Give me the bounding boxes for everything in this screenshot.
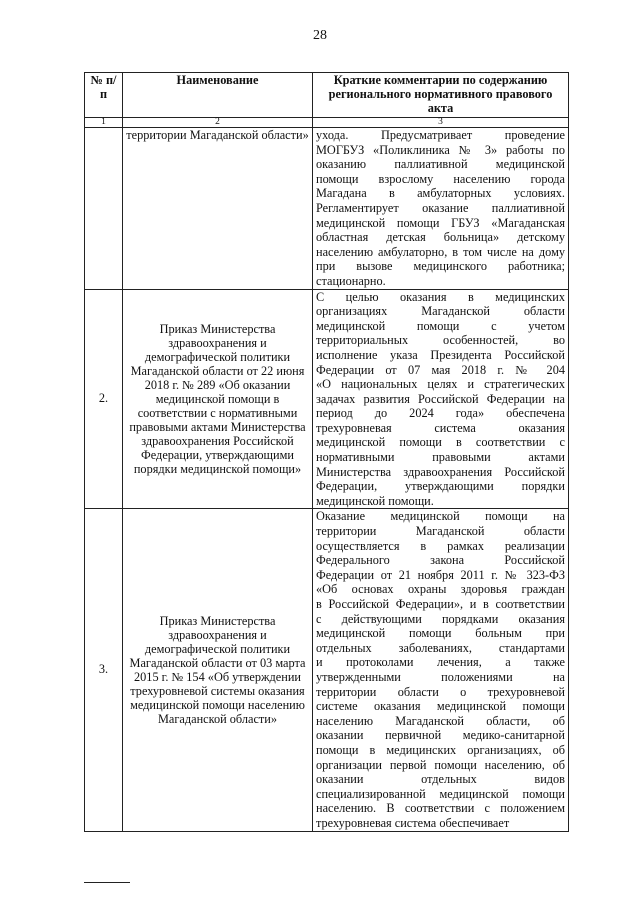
comment-line: трехуровневая система обеспечивает bbox=[316, 815, 510, 830]
row-number: 3. bbox=[85, 509, 123, 831]
comment-line: медицинской помощи больным при bbox=[316, 626, 565, 641]
header-name: Наименование bbox=[123, 73, 313, 118]
comment-line: помощи в медицинских организациях, об bbox=[316, 742, 565, 757]
column-index: 3 bbox=[313, 118, 569, 128]
comment-line: областная детская больница» детскому bbox=[316, 230, 565, 245]
comment-line: Федерации, утверждающими порядки bbox=[316, 479, 565, 494]
row-number bbox=[85, 128, 123, 290]
comment-line: специализированной медицинской помощи bbox=[316, 786, 565, 801]
act-comment bbox=[313, 128, 569, 290]
table-row bbox=[85, 509, 569, 831]
comment-line: населению Магаданской области, об bbox=[316, 713, 565, 728]
comment-line: оказании отдельных видов bbox=[316, 772, 565, 787]
comment-line: период до 2024 года» обеспечена bbox=[316, 406, 565, 421]
comment-line: помощи взрослому населению города bbox=[316, 171, 565, 186]
footnote-rule bbox=[84, 882, 130, 883]
comment-line: оказании первичной медико-санитарной bbox=[316, 728, 565, 743]
comment-line: населению. В соответствии с положением bbox=[316, 801, 565, 816]
comment-line: МОГБУЗ «Поликлиника № 3» работы по bbox=[316, 142, 565, 157]
comment-line: С целью оказания в медицинских bbox=[316, 289, 565, 304]
column-index: 1 bbox=[85, 118, 123, 128]
comment-line: оказанию паллиативной медицинской bbox=[316, 157, 565, 172]
header-comment: Краткие комментарии по содержанию регионального нормативного правового акта bbox=[313, 73, 569, 118]
comment-line: «Об основах охраны здоровья граждан bbox=[316, 582, 565, 597]
comment-line: населению амбулаторно, в том числе на дому bbox=[316, 244, 565, 259]
comment-line: стационарно. bbox=[316, 273, 386, 288]
comment-line: ухода. Предусматривает проведение bbox=[316, 128, 565, 142]
column-index: 2 bbox=[123, 118, 313, 128]
comment-line: нормативными правовыми актами bbox=[316, 450, 565, 465]
comment-line: медицинской помощи. bbox=[316, 493, 434, 508]
comment-line: трехуровневая система оказания bbox=[316, 420, 565, 435]
comment-line: исполнение указа Президента Российской bbox=[316, 347, 565, 362]
act-name: Приказ Министерства здравоохранения и демографической политики Магаданской области от 03 марта 2015 г. № 154 «Об утверждении трехуровневой системы оказания медицинской помощи населению Магаданской области» bbox=[123, 509, 313, 831]
comment-line: отдельных заболеваниях, стандартами bbox=[316, 640, 565, 655]
regulatory-acts-table bbox=[84, 72, 569, 832]
comment-line: системе оказания медицинской помощи bbox=[316, 699, 565, 714]
comment-line: «О национальных целях и стратегических bbox=[316, 377, 565, 392]
comment-line: медицинской помощи ГБУЗ «Магаданская bbox=[316, 215, 565, 230]
comment-line: территории области о трехуровневой bbox=[316, 684, 565, 699]
comment-line: задачах развития Российской Федерации на bbox=[316, 391, 565, 406]
comment-line: территориальных особенностей, во bbox=[316, 333, 565, 348]
comment-line: организации первой помощи населению, об bbox=[316, 757, 565, 772]
comment-line: Оказание медицинской помощи на bbox=[316, 509, 565, 524]
table-header-row bbox=[85, 73, 569, 118]
header-num: № п/п bbox=[85, 73, 123, 118]
comment-line: при вызове медицинского работника; bbox=[316, 259, 565, 274]
page-number: 28 bbox=[313, 28, 327, 43]
comment-line: Министерства здравоохранения Российской bbox=[316, 464, 565, 479]
act-name: Приказ Министерства здравоохранения и демографической политики Магаданской области от 22 июня 2018 г. № 289 «Об оказании медицинской помощи в соответствии с нормативными правовыми актами Министерства здравоохранения Российской Федерации, утверждающими порядки медицинской помощи» bbox=[123, 289, 313, 509]
comment-line: с действующими порядками оказания bbox=[316, 611, 565, 626]
comment-line: организациях Магаданской области bbox=[316, 304, 565, 319]
column-index-row bbox=[85, 118, 569, 128]
comment-line: Федерального закона Российской bbox=[316, 553, 565, 568]
comment-line: Магадана в амбулаторных условиях. bbox=[316, 186, 565, 201]
table-row bbox=[85, 128, 569, 290]
table-row bbox=[85, 289, 569, 509]
comment-line: в Российской Федерации», и в соответствии bbox=[316, 597, 565, 611]
row-number: 2. bbox=[85, 289, 123, 509]
comment-line: территории Магаданской области bbox=[316, 524, 565, 539]
comment-line: осуществляется в рамках реализации bbox=[316, 538, 565, 553]
act-comment bbox=[313, 509, 569, 831]
comment-line: Регламентирует оказание паллиативной bbox=[316, 200, 565, 215]
comment-line: Федерации от 21 ноября 2011 г. № 323-ФЗ bbox=[316, 567, 565, 582]
comment-line: Федерации от 07 мая 2018 г. № 204 bbox=[316, 362, 565, 377]
comment-line: медицинской помощи в соответствии с bbox=[316, 435, 565, 450]
act-name: территории Магаданской области» bbox=[123, 128, 313, 290]
act-comment bbox=[313, 289, 569, 509]
comment-line: и протоколами лечения, а также bbox=[316, 655, 565, 670]
comment-line: утвержденными положениями на bbox=[316, 669, 565, 684]
comment-line: медицинской помощи с учетом bbox=[316, 318, 565, 333]
